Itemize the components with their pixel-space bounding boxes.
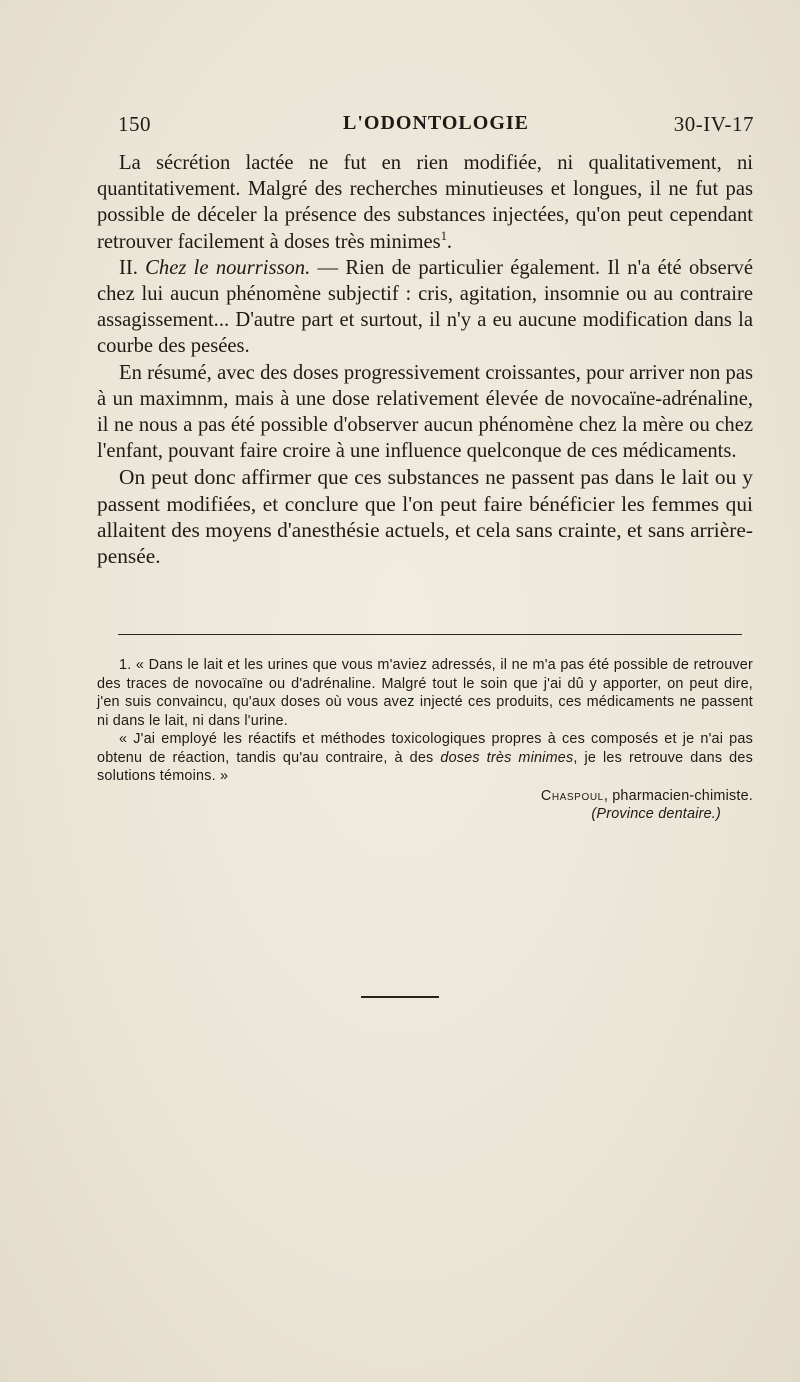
footnote-source: (Province dentaire.) bbox=[591, 806, 721, 822]
paragraph-conclusion: On peut donc affirmer que ces substances ne passent pas dans le lait ou y passent modifiées, et conclure que l'on peut faire bénéficier les femmes qui allaitent des moyens d'anesthésie actuels, et cela sans crainte, et sans arrière-pensée. bbox=[97, 465, 753, 569]
paragraph-summary: En résumé, avec des doses progressivement croissantes, pour arriver non pas à un maximnm, mais à une dose relativement élevée de novocaïne-adrénaline, il ne nous a pas été possible d'observer aucun phénomène chez la mère ou chez l'enfant, pouvant faire croire à une influence quelconque de ces médicaments. bbox=[97, 361, 753, 463]
end-rule bbox=[361, 996, 439, 998]
footnote-1-continued: « J'ai employé les réactifs et méthodes toxicologiques propres à ces composés et je n'ai pas obtenu de réaction, tandis qu'au contraire, à des doses très minimes, je les retrouve dans des solutions témoins. » bbox=[97, 731, 753, 784]
signature-name: Chaspoul bbox=[540, 787, 604, 804]
footnote-number: 1. bbox=[119, 657, 132, 673]
footnotes bbox=[97, 656, 753, 824]
section-number: II. bbox=[119, 256, 138, 279]
running-head bbox=[118, 112, 754, 142]
footnote-reference: 1 bbox=[440, 228, 447, 243]
signature-title: , pharmacien-chimiste. bbox=[603, 787, 753, 804]
main-text bbox=[97, 150, 753, 569]
footnote-separator bbox=[118, 634, 742, 635]
page-number: 150 bbox=[118, 112, 151, 136]
footnote-signature bbox=[97, 787, 753, 806]
footnote-1: 1. « Dans le lait et les urines que vous m'aviez adressés, il ne m'a pas été possible de retrouver des traces de novocaïne ou d'adrénaline. Malgré tout le soin que j'ai dû y apporter, on peut dire, j'en suis convaincu, qu'aux doses où vous avez injecté ces produits, ces médicaments ne passent ni dans le lait, ni dans l'urine. bbox=[97, 657, 753, 729]
section-heading: Chez le nourrisson. bbox=[145, 256, 311, 279]
journal-title: L'ODONTOLOGIE bbox=[342, 112, 529, 134]
issue-date: 30-IV-17 bbox=[673, 112, 754, 136]
paragraph-infant: II. Chez le nourrisson. — Rien de particulier également. Il n'a été observé chez lui aucun phénomène subjectif : cris, agitation, insomnie ou au contraire assagissement... D'autre part et surtout, il n'y a eu aucune modification dans la courbe des pesées. bbox=[97, 256, 753, 358]
paragraph-lactation: La sécrétion lactée ne fut en rien modifiée, ni qualitativement, ni quantitativement. Malgré des recherches minutieuses et longues, il ne fut pas possible de déceler la présence des substances injectées, qu'on peut cependant retrouver facilement à doses très minimes$^1$. bbox=[97, 152, 753, 253]
